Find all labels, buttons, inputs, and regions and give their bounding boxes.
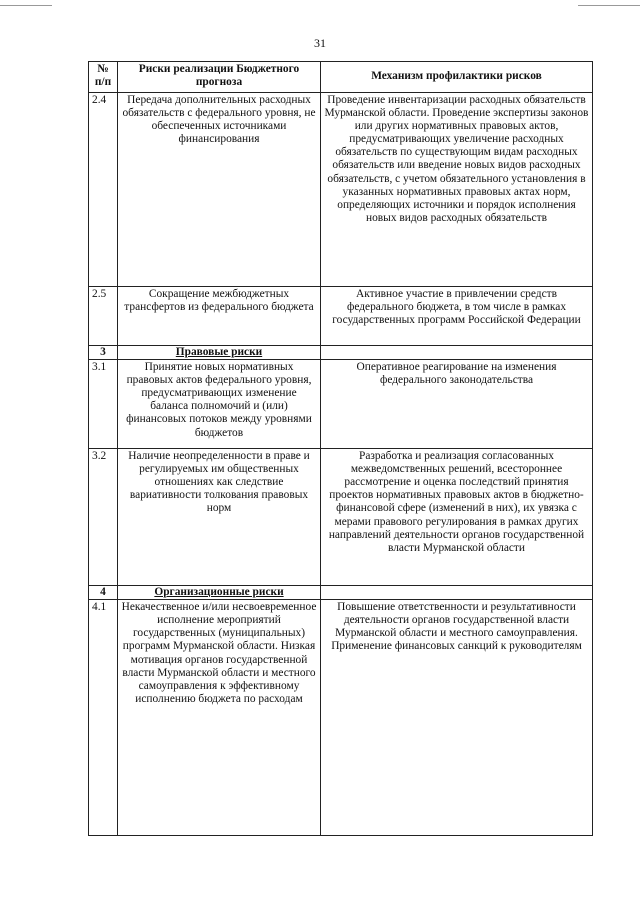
section-title: Организационные риски [118,586,321,600]
row-risk: Наличие неопределенности в праве и регулируемых им общественных отношениях как следствие вариативности толкования правовых норм [118,449,321,586]
row-risk: Некачественное и/или несвоевременное исполнение мероприятий государственных (муниципальных) программ Мурманской области. Низкая мотивация органов государственной власти Мурманской области и местного самоуправления к эффективному исполнению бюджета по расходам [118,600,321,836]
row-num: 4.1 [89,600,118,836]
row-risk: Сокращение межбюджетных трансфертов из федерального бюджета [118,287,321,346]
row-mechanism: Активное участие в привлечении средств федерального бюджета, в том числе в рамках государственных программ Российской Федерации [321,287,593,346]
table-row-2-5 [89,287,593,346]
row-mechanism: Разработка и реализация согласованных межведомственных решений, всестороннее рассмотрение и оценка последствий принятия проектов нормативных правовых актов в бюджетно-финансовой сфере (изменений в них), их увязка с мерами правового регулирования в рамках других направлений деятельности органов государственной власти Мурманской области [321,449,593,586]
table-row-3-1 [89,360,593,449]
section-row-legal [89,346,593,360]
top-edge-line-right [578,5,640,6]
header-risk: Риски реализации Бюджетного прогноза [118,62,321,93]
page-number: 31 [314,36,326,50]
header-num: № п/п [89,62,118,93]
table-row-4-1 [89,600,593,836]
risk-table [88,61,593,836]
row-num: 3.1 [89,360,118,449]
row-num: 3.2 [89,449,118,586]
section-empty-cell [321,346,593,360]
table-row-3-2 [89,449,593,586]
top-edge-line-left [0,5,52,6]
row-mechanism: Повышение ответственности и результативности деятельности органов государственной власти Мурманской области и местного самоуправления. Применение финансовых санкций к руководителям [321,600,593,836]
row-mechanism: Проведение инвентаризации расходных обязательств Мурманской области. Проведение экспертизы законов или других нормативных правовых актов, предусматривающих увеличение расходных обязательств по существующим видам расходных обязательств или введение новых видов расходных обязательств, с учетом обязательного установления в указанных нормативных правовых актах норм, определяющих источники и порядок исполнения новых видов расходных обязательств [321,93,593,287]
row-mechanism: Оперативное реагирование на изменения федерального законодательства [321,360,593,449]
section-num: 4 [89,586,118,600]
table-header-row [89,62,593,93]
section-num: 3 [89,346,118,360]
row-num: 2.4 [89,93,118,287]
section-title: Правовые риски [118,346,321,360]
row-risk: Передача дополнительных расходных обязательств с федерального уровня, не обеспеченных источниками финансирования [118,93,321,287]
row-num: 2.5 [89,287,118,346]
section-row-organizational [89,586,593,600]
section-empty-cell [321,586,593,600]
table-row-2-4 [89,93,593,287]
row-risk: Принятие новых нормативных правовых актов федерального уровня, предусматривающих изменение баланса полномочий и (или) финансовых потоков между уровнями бюджетов [118,360,321,449]
header-mechanism: Механизм профилактики рисков [321,62,593,93]
